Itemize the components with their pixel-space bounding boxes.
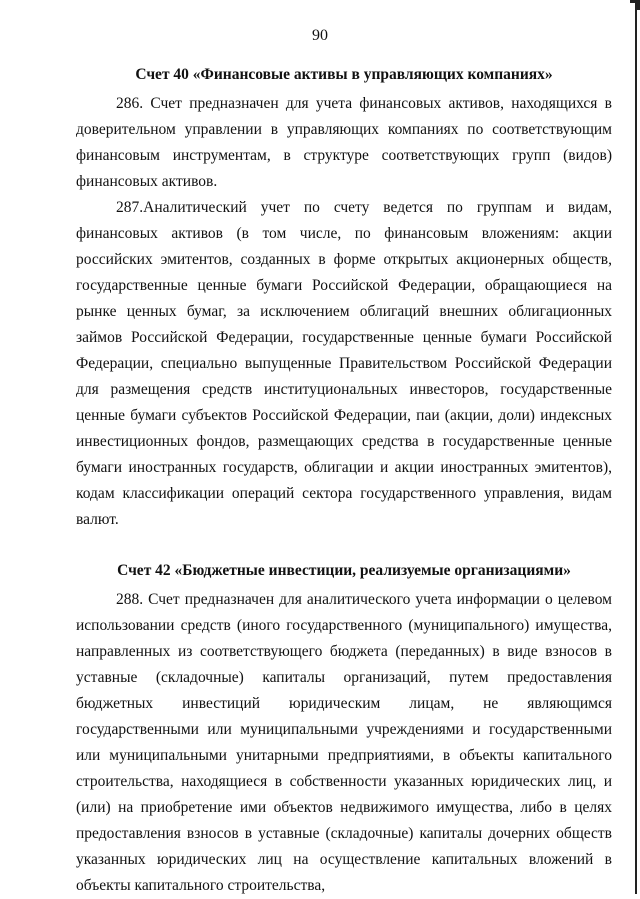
paragraph-287: 287.Аналитический учет по счету ведется по группам и видам, финансовых активов (в том числе, по финансовым вложениям: акции российских эмитентов, созданных в форме открытых акционерных обществ, государственные ценные бумаги Российской Федерации, обращающиеся на рынке ценных бумаг, за исключением облигаций внешних облигационных займов Российской Федерации, государственные ценные бумаги Российской Федерации, специально выпущенные Правительством Российской Федерации для размещения средств институциональных инвесторов, государственные ценные бумаги субъектов Российской Федерации, паи (акции, доли) индексных инвестиционных фондов, размещающих средства в государственные ценные бумаги иностранных государств, облигации и акции иностранных эмитентов), кодам классификации операций сектора государственного управления, видам валют. [76, 199, 612, 528]
document-body [76, 63, 612, 899]
paragraph-288: 288. Счет предназначен для аналитического учета информации о целевом использовании средств (иного государственного (муниципального) имущества, направленных из соответствующего бюджета (переданных) в виде взносов в уставные (складочные) капиталы организаций, путем предоставления бюджетных инвестиций юридическим лицам, не являющимся государственными или муниципальными учреждениями и государственными или муниципальными унитарными предприятиями, в объекты капитального строительства, находящиеся в собственности указанных юридических лиц, и (или) на приобретение ими объектов недвижимого имущества, либо в целях предоставления взносов в уставные (складочные) капиталы дочерних обществ указанных юридических лиц на осуществление капитальных вложений в объекты капитального строительства, [76, 591, 612, 894]
paragraph-286: 286. Счет предназначен для учета финансовых активов, находящихся в доверительном управлении в управляющих компаниях по соответствующим финансовым инструментам, в структуре соответствующих групп (видов) финансовых активов. [76, 95, 612, 190]
scan-edge [635, 0, 637, 894]
section-heading-account-40: Счет 40 «Финансовые активы в управляющих компаниях» [135, 66, 553, 83]
scan-corner [630, 0, 640, 10]
page-number: 90 [312, 27, 328, 44]
section-heading-account-42: Счет 42 «Бюджетные инвестиции, реализуемые организациями» [117, 562, 571, 579]
section-spacer [76, 533, 612, 559]
